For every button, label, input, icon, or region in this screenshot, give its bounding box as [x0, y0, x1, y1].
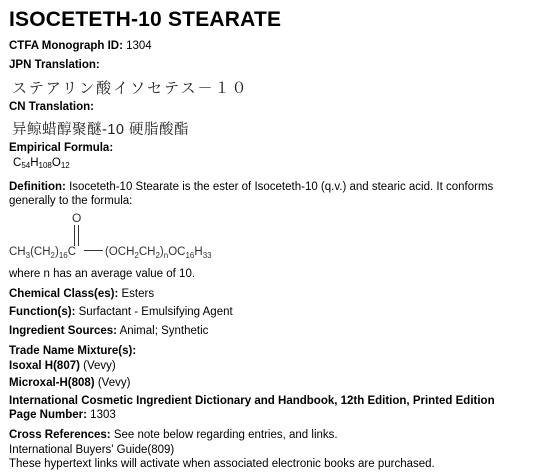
- cn-translation-value: 异鲸蜡醇聚醚-10 硬脂酸酯: [12, 122, 189, 138]
- buyers-guide-link[interactable]: International Buyers' Guide(809): [9, 444, 175, 456]
- cross-references-label: Cross References:: [9, 429, 111, 441]
- formula-c-count: 54: [21, 161, 31, 170]
- ingredient-sources-row: [9, 325, 208, 337]
- structural-formula: [9, 210, 269, 266]
- empirical-formula-label: Empirical Formula:: [9, 142, 114, 154]
- struct-left-chain: $CH_3(CH_2)_{16}C$: [9, 246, 77, 260]
- trade-name-item: [9, 377, 130, 389]
- ingredient-sources-label: Ingredient Sources:: [9, 325, 117, 337]
- monograph-id-label: CTFA Monograph ID:: [9, 40, 123, 52]
- functions-value: Surfactant - Emulsifying Agent: [78, 306, 233, 318]
- ingredient-sources-value: Animal; Synthetic: [119, 325, 209, 337]
- structural-formula-image: [9, 210, 269, 266]
- page-number-row: [9, 409, 116, 421]
- monograph-id-value: 1304: [126, 40, 152, 52]
- formula-h-count: 108: [38, 161, 52, 170]
- page-title: ISOCETETH-10 STEARATE: [9, 8, 282, 31]
- cross-references-value: See note below regarding entries, and links.: [113, 429, 338, 441]
- monograph-id-row: [9, 40, 152, 52]
- dictionary-title: International Cosmetic Ingredient Dictionary and Handbook, 12th Edition, Printed Edition: [9, 395, 495, 407]
- formula-o-count: 12: [60, 161, 70, 170]
- definition: [9, 180, 541, 208]
- page-number-value: 1303: [90, 409, 116, 421]
- chemical-class-row: [9, 288, 154, 300]
- struct-right-chain: $(OCH_2CH_2)_nOC_{16}H_{33}$: [105, 246, 212, 260]
- chemical-class-label: Chemical Class(es):: [9, 288, 119, 300]
- n-value-note: where n has an average value of 10.: [9, 268, 196, 280]
- formula-c: C: [13, 157, 22, 169]
- empirical-formula: [13, 157, 70, 170]
- cn-translation-label: CN Translation:: [9, 101, 94, 113]
- jpn-translation-value: ステアリン酸イソセテス－１０: [12, 80, 249, 97]
- trade-name-supplier: (Vevy): [97, 377, 131, 389]
- definition-text: Isoceteth-10 Stearate is the ester of Isoceteth-10 (q.v.) and stearic acid. It conforms generally to the formula:: [9, 181, 494, 207]
- trade-name-link[interactable]: Isoxal H(807): [9, 360, 80, 372]
- cross-references-row: [9, 429, 338, 441]
- page-number-label: Page Number:: [9, 409, 87, 421]
- definition-label: Definition:: [9, 181, 66, 193]
- struct-oxygen: O: [72, 211, 82, 225]
- trade-name-label: Trade Name Mixture(s):: [9, 345, 137, 357]
- formula-h: H: [30, 157, 39, 169]
- trade-name-link[interactable]: Microxal-H(808): [9, 377, 95, 389]
- trade-name-supplier: (Vevy): [83, 360, 116, 372]
- formula-o: O: [51, 157, 61, 169]
- functions-row: [9, 306, 233, 318]
- jpn-translation-label: JPN Translation:: [9, 59, 100, 71]
- hypertext-note: These hypertext links will activate when associated electronic books are purchased.: [9, 458, 435, 470]
- trade-name-item: [9, 360, 116, 372]
- functions-label: Function(s):: [9, 306, 76, 318]
- chemical-class-value: Esters: [121, 288, 155, 300]
